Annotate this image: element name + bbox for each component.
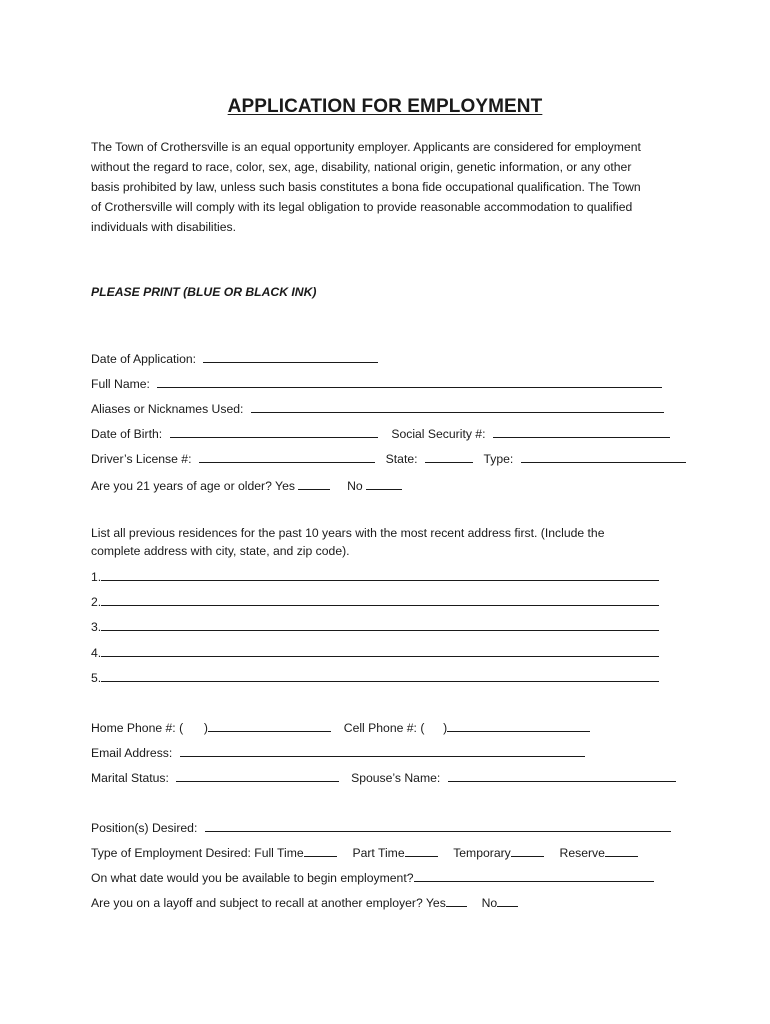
positions-row (91, 820, 671, 835)
date-of-birth-field[interactable] (170, 426, 378, 438)
residence-number: 4. (91, 646, 102, 660)
residence-row (91, 619, 659, 634)
spouse-name-label: Spouse’s Name: (351, 771, 441, 785)
license-type-field[interactable] (521, 451, 686, 463)
residence-number: 3. (91, 620, 102, 634)
aliases-row (91, 401, 664, 416)
residence-row (91, 594, 659, 609)
residence-row (91, 670, 659, 685)
residence-number: 5. (91, 671, 102, 685)
spouse-name-field[interactable] (448, 770, 676, 782)
email-field[interactable] (180, 745, 585, 757)
layoff-no-label: No (481, 896, 498, 910)
home-phone-label: Home Phone #: ( (91, 721, 184, 735)
employment-type-row (91, 845, 638, 860)
layoff-row (91, 895, 518, 910)
date-of-application-row (91, 351, 378, 366)
license-type-label: Type: (483, 452, 514, 466)
employment-type-label: Type of Employment Desired: Full Time (91, 846, 304, 860)
eeo-line: The Town of Crothersville is an equal opportunity employer. Applicants are considered for employment (91, 140, 641, 154)
marital-row (91, 770, 676, 785)
aliases-label: Aliases or Nicknames Used: (91, 402, 244, 416)
layoff-question-label: Are you on a layoff and subject to recall at another employer? Yes (91, 896, 446, 910)
drivers-license-row (91, 451, 686, 466)
home-phone-close-paren: ) (203, 721, 208, 735)
page-title: APPLICATION FOR EMPLOYMENT (227, 96, 543, 117)
drivers-license-label: Driver’s License #: (91, 452, 192, 466)
date-of-birth-label: Date of Birth: (91, 427, 163, 441)
residence-number: 1. (91, 570, 102, 584)
social-security-field[interactable] (493, 426, 670, 438)
layoff-no-field[interactable] (497, 895, 518, 907)
drivers-license-field[interactable] (199, 451, 375, 463)
email-row (91, 745, 585, 760)
phone-row (91, 720, 590, 735)
age-question-label: Are you 21 years of age or older? Yes (91, 479, 295, 493)
eeo-statement (91, 137, 691, 237)
email-label: Email Address: (91, 746, 173, 760)
temporary-field[interactable] (511, 845, 544, 857)
state-label: State: (385, 452, 418, 466)
positions-label: Position(s) Desired: (91, 821, 198, 835)
cell-phone-label: Cell Phone #: ( (343, 721, 425, 735)
layoff-yes-field[interactable] (446, 895, 467, 907)
reserve-field[interactable] (605, 845, 638, 857)
available-date-field[interactable] (414, 870, 654, 882)
eeo-line: of Crothersville will comply with its legal obligation to provide reasonable accommodation to qualified (91, 200, 633, 214)
residence-field[interactable] (101, 594, 659, 606)
cell-phone-field[interactable] (447, 720, 590, 732)
full-time-field[interactable] (304, 845, 337, 857)
residence-field[interactable] (101, 569, 659, 581)
residences-instruction-1: List all previous residences for the past 10 years with the most recent address first. (Include the (91, 526, 605, 540)
age-no-label: No (347, 479, 363, 493)
available-date-label: On what date would you be available to begin employment? (91, 871, 414, 885)
full-name-row (91, 376, 662, 391)
residence-field[interactable] (101, 645, 659, 657)
print-instruction: PLEASE PRINT (BLUE OR BLACK INK) (91, 285, 317, 299)
date-of-application-label: Date of Application: (91, 352, 197, 366)
marital-status-label: Marital Status: (91, 771, 169, 785)
age-yes-field[interactable] (298, 478, 330, 490)
residence-field[interactable] (101, 619, 659, 631)
age-question-row (91, 478, 402, 493)
full-name-label: Full Name: (91, 377, 150, 391)
home-phone-field[interactable] (208, 720, 331, 732)
residences-instruction-2: complete address with city, state, and zip code). (91, 544, 350, 558)
reserve-label: Reserve (559, 846, 605, 860)
age-no-field[interactable] (366, 478, 402, 490)
residence-field[interactable] (101, 670, 659, 682)
eeo-line: individuals with disabilities. (91, 220, 236, 234)
available-date-row (91, 870, 654, 885)
aliases-field[interactable] (251, 401, 664, 413)
part-time-field[interactable] (405, 845, 438, 857)
positions-field[interactable] (205, 820, 671, 832)
marital-status-field[interactable] (176, 770, 339, 782)
residence-row (91, 645, 659, 660)
full-name-field[interactable] (157, 376, 662, 388)
date-of-application-field[interactable] (203, 351, 378, 363)
dob-ssn-row (91, 426, 670, 441)
eeo-line: without the regard to race, color, sex, age, disability, national origin, genetic information, or any other (91, 160, 632, 174)
social-security-label: Social Security #: (391, 427, 486, 441)
residence-number: 2. (91, 595, 102, 609)
residence-row (91, 569, 659, 584)
eeo-line: basis prohibited by law, unless such basis constitutes a bona fide occupational qualification. The Town (91, 180, 641, 194)
cell-phone-close-paren: ) (443, 721, 448, 735)
state-field[interactable] (425, 451, 473, 463)
part-time-label: Part Time (352, 846, 405, 860)
temporary-label: Temporary (453, 846, 511, 860)
